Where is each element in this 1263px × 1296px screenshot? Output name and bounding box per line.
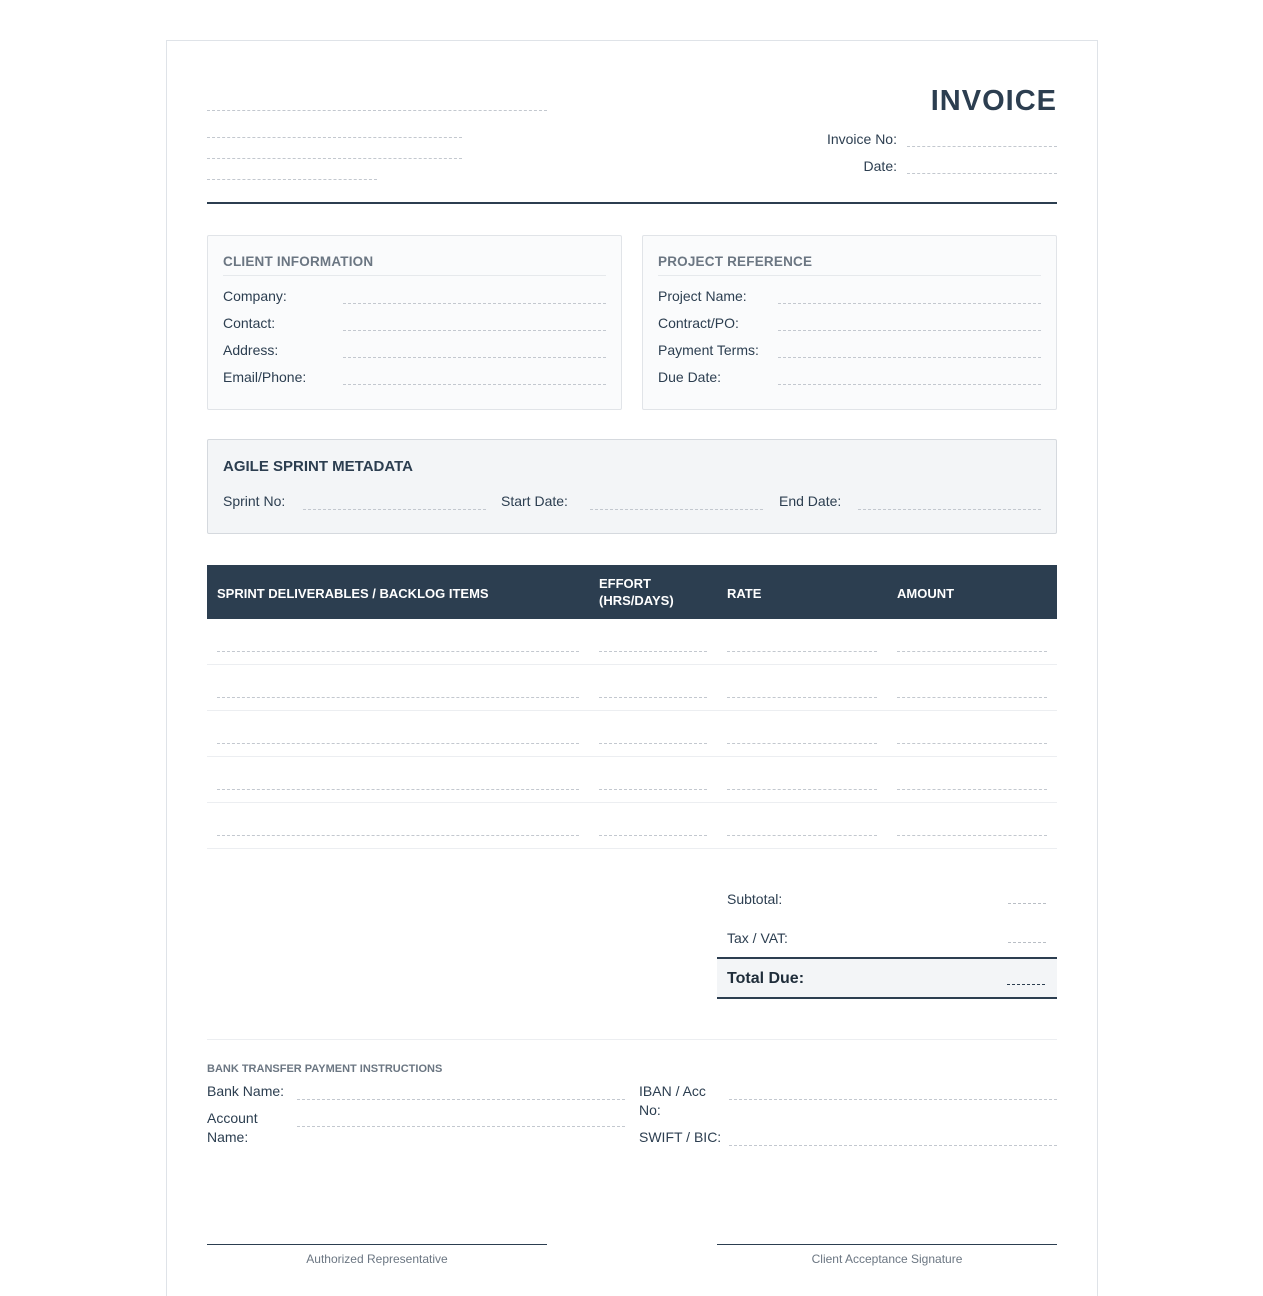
rate-cell[interactable]	[727, 789, 877, 790]
amount-cell[interactable]	[897, 835, 1047, 836]
header-divider	[207, 202, 1057, 204]
sprint-metadata-box	[207, 439, 1057, 534]
company-label: Company:	[223, 288, 287, 304]
subtotal-value-field[interactable]	[1008, 903, 1046, 904]
contact-field[interactable]	[343, 330, 606, 331]
invoice-no-field[interactable]	[907, 146, 1057, 147]
address-field[interactable]	[343, 357, 606, 358]
contract-po-label: Contract/PO:	[658, 315, 739, 331]
effort-cell[interactable]	[599, 651, 707, 652]
tax-vat-value-field[interactable]	[1008, 942, 1046, 943]
bank-name-field[interactable]	[297, 1099, 625, 1100]
bank-name-label: Bank Name:	[207, 1083, 285, 1099]
payment-terms-label: Payment Terms:	[658, 342, 759, 358]
rate-cell[interactable]	[727, 743, 877, 744]
amount-cell[interactable]	[897, 743, 1047, 744]
total-due-value-field[interactable]	[1007, 984, 1045, 985]
account-name-label	[207, 1109, 258, 1147]
company-field[interactable]	[343, 303, 606, 304]
effort-header-line-2: (HRS/DAYS)	[599, 593, 674, 608]
deliverable-cell[interactable]	[217, 789, 579, 790]
iban-label-line-2: No:	[639, 1102, 661, 1118]
table-row	[207, 803, 1057, 849]
invoice-date-field[interactable]	[907, 173, 1057, 174]
address-label: Address:	[223, 342, 279, 358]
start-date-label: Start Date:	[501, 493, 568, 509]
project-reference-box	[642, 235, 1057, 410]
deliverable-cell[interactable]	[217, 835, 579, 836]
due-date-label: Due Date:	[658, 369, 722, 385]
sprint-no-label: Sprint No:	[223, 493, 286, 509]
date-label: Date:	[863, 158, 897, 174]
swift-bic-label: SWIFT / BIC:	[639, 1129, 722, 1145]
invoice-page	[166, 40, 1098, 1296]
rate-cell[interactable]	[727, 651, 877, 652]
client-acceptance-caption: Client Acceptance Signature	[811, 1252, 963, 1266]
end-date-field[interactable]	[858, 509, 1041, 510]
line-items-table-header	[207, 565, 1057, 619]
due-date-field[interactable]	[778, 384, 1041, 385]
table-row	[207, 619, 1057, 665]
deliverable-cell[interactable]	[217, 743, 579, 744]
amount-cell[interactable]	[897, 651, 1047, 652]
sprint-metadata-heading: AGILE SPRINT METADATA	[223, 458, 413, 475]
client-information-heading: CLIENT INFORMATION	[223, 254, 606, 276]
deliverable-cell[interactable]	[217, 697, 579, 698]
total-due-label: Total Due:	[727, 970, 805, 987]
contact-label: Contact:	[223, 315, 276, 331]
rate-cell[interactable]	[727, 835, 877, 836]
effort-cell[interactable]	[599, 697, 707, 698]
start-date-field[interactable]	[590, 509, 763, 510]
sender-city-field[interactable]	[207, 158, 462, 159]
iban-field[interactable]	[729, 1099, 1057, 1100]
client-signature-line[interactable]	[717, 1244, 1057, 1245]
account-name-label-line-1: Account	[207, 1110, 258, 1126]
subtotal-label: Subtotal:	[727, 891, 783, 907]
account-name-field[interactable]	[297, 1126, 625, 1127]
effort-header-line-1: EFFORT	[599, 576, 651, 591]
contract-po-field[interactable]	[778, 330, 1041, 331]
sender-address-field[interactable]	[207, 137, 462, 138]
payment-terms-field[interactable]	[778, 357, 1041, 358]
bank-section-divider	[207, 1039, 1057, 1040]
effort-column-header	[599, 575, 674, 609]
authorized-signature-line[interactable]	[207, 1244, 547, 1245]
project-name-label: Project Name:	[658, 288, 747, 304]
effort-cell[interactable]	[599, 743, 707, 744]
invoice-title: INVOICE	[930, 85, 1057, 117]
end-date-label: End Date:	[779, 493, 842, 509]
deliverables-column-header: SPRINT DELIVERABLES / BACKLOG ITEMS	[217, 586, 489, 601]
amount-cell[interactable]	[897, 697, 1047, 698]
effort-cell[interactable]	[599, 789, 707, 790]
amount-column-header: AMOUNT	[897, 586, 955, 601]
account-name-label-line-2: Name:	[207, 1129, 249, 1145]
rate-column-header: RATE	[727, 586, 762, 601]
authorized-representative-caption: Authorized Representative	[306, 1252, 448, 1266]
client-information-box	[207, 235, 622, 410]
deliverable-cell[interactable]	[217, 651, 579, 652]
iban-label-line-1: IBAN / Acc	[639, 1083, 706, 1099]
project-name-field[interactable]	[778, 303, 1041, 304]
sender-name-field[interactable]	[207, 110, 547, 111]
iban-label	[639, 1082, 706, 1120]
sender-contact-field[interactable]	[207, 179, 377, 180]
amount-cell[interactable]	[897, 789, 1047, 790]
effort-cell[interactable]	[599, 835, 707, 836]
table-row	[207, 711, 1057, 757]
tax-vat-label: Tax / VAT:	[727, 930, 788, 946]
total-due-row	[717, 957, 1057, 999]
rate-cell[interactable]	[727, 697, 877, 698]
bank-instructions-heading: BANK TRANSFER PAYMENT INSTRUCTIONS	[207, 1063, 443, 1075]
email-phone-label: Email/Phone:	[223, 369, 307, 385]
email-phone-field[interactable]	[343, 384, 606, 385]
sprint-no-field[interactable]	[303, 509, 486, 510]
invoice-no-label: Invoice No:	[826, 131, 897, 147]
table-row	[207, 757, 1057, 803]
swift-bic-field[interactable]	[729, 1145, 1057, 1146]
project-reference-heading: PROJECT REFERENCE	[658, 254, 1041, 276]
table-row	[207, 665, 1057, 711]
